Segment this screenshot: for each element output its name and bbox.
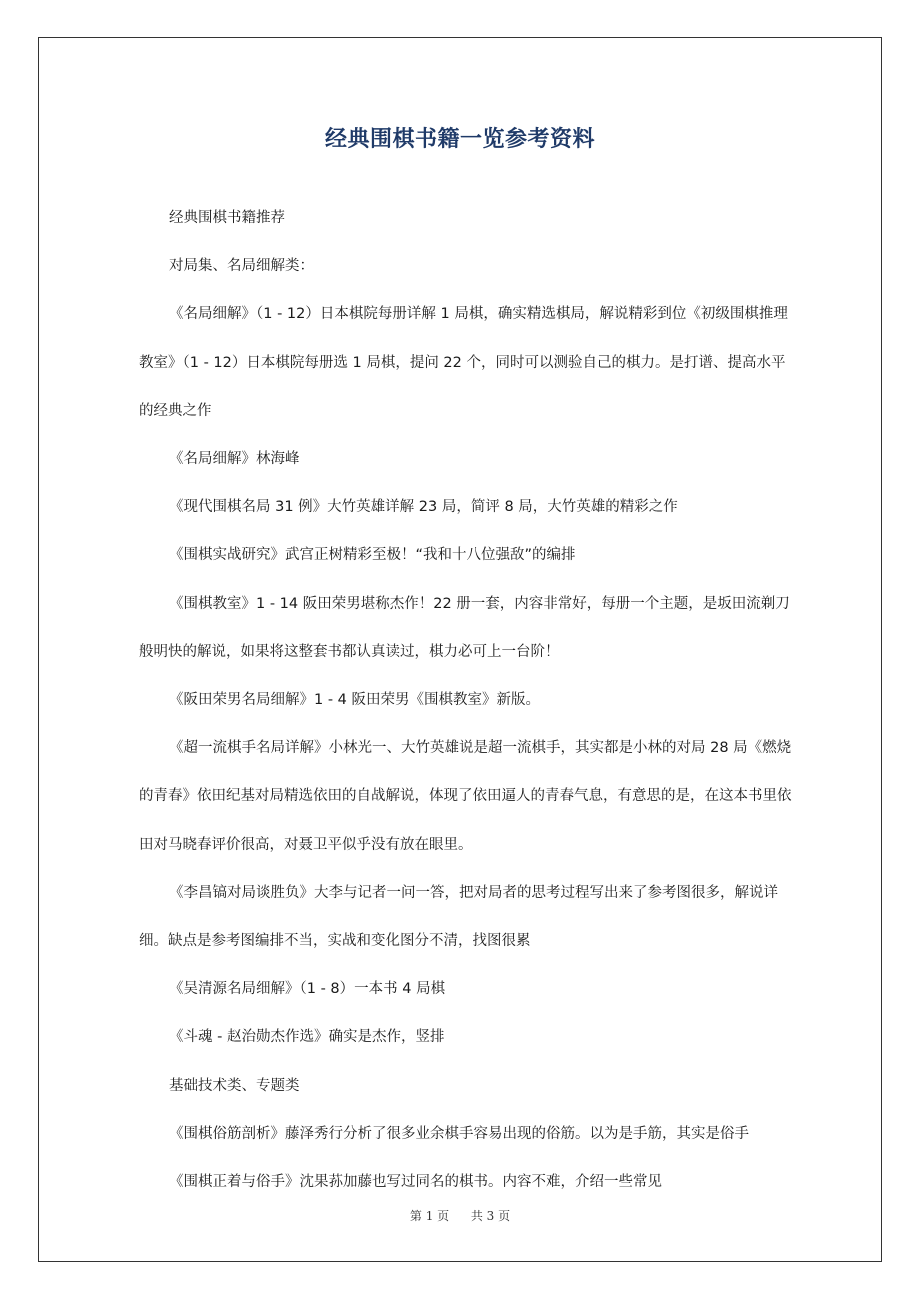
- paragraph: 《名局细解》林海峰: [169, 451, 300, 468]
- page-total: 共 3 页: [470, 1209, 511, 1223]
- paragraph: 《围棋俗筋剖析》藤泽秀行分析了很多业余棋手容易出现的俗筋。以为是手筋，其实是俗手: [169, 1125, 749, 1142]
- paragraph: 《围棋正着与俗手》沈果荪加藤也写过同名的棋书。内容不难，介绍一些常见: [169, 1174, 662, 1191]
- paragraph: 基础技术类、专题类: [169, 1077, 300, 1094]
- document-title: 经典围棋书籍一览参考资料: [324, 127, 595, 152]
- document-body: [139, 194, 797, 1206]
- paragraph: 《现代围棋名局 31 例》大竹英雄详解 23 局，简评 8 局，大竹英雄的精彩之作: [169, 499, 678, 516]
- paragraph: 《围棋教室》1 - 14 阪田荣男堪称杰作！22 册一套，内容非常好，每册一个主题，是坂田流剃刀般明快的解说，如果将这整套书都认真读过，棋力必可上一台阶！: [139, 595, 790, 660]
- paragraph: 《围棋实战研究》武宫正树精彩至极！“我和十八位强敌”的编排: [169, 547, 576, 564]
- paragraph: 《斗魂 - 赵治勋杰作选》确实是杰作，竖排: [169, 1029, 445, 1046]
- paragraph: 《超一流棋手名局详解》小林光一、大竹英雄说是超一流棋手，其实都是小林的对局 28 局《燃烧的青春》依田纪基对局精选依田的自战解说，体现了依田逼人的青春气息，有意思的是，在这本书里依田对马晓春评价很高，对聂卫平似乎没有放在眼里。: [139, 740, 792, 853]
- page-number: 第 1 页: [409, 1209, 450, 1223]
- paragraph: 《吴清源名局细解》（1 - 8）一本书 4 局棋: [169, 981, 446, 998]
- paragraph: 经典围棋书籍推荐: [169, 210, 285, 226]
- paragraph: 《李昌镐对局谈胜负》大李与记者一问一答，把对局者的思考过程写出来了参考图很多，解说详细。缺点是参考图编排不当，实战和变化图分不清，找图很累: [139, 884, 778, 950]
- paragraph: 对局集、名局细解类：: [169, 258, 314, 275]
- paragraph: 《名局细解》（1 - 12）日本棋院每册详解 1 局棋，确实精选棋局，解说精彩到位《初级围棋推理教室》（1 - 12）日本棋院每册选 1 局棋，提问 22 个，同时可以测验自己的棋力。是打谱、提高水平的经典之作: [139, 306, 788, 419]
- page-footer: [0, 1207, 920, 1224]
- paragraph: 《阪田荣男名局细解》1 - 4 阪田荣男《围棋教室》新版。: [169, 692, 541, 709]
